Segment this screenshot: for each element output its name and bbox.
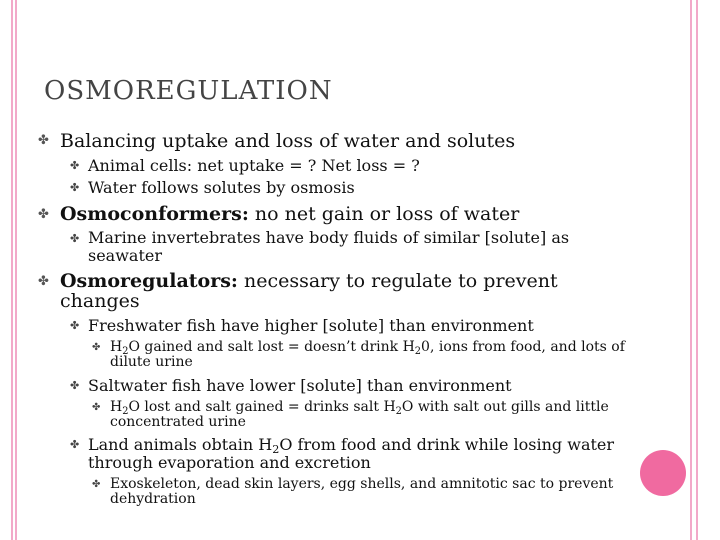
bullet-icon: ✤: [38, 207, 49, 222]
slide-title: OSMOREGULATION: [44, 76, 333, 106]
bullet-icon: ✤: [70, 232, 80, 245]
bullet-icon: ✤: [92, 342, 101, 353]
bullet-text: $H_2O$ lost and salt gained = drinks salt $H_2O$ with salt out gills and little concentrated urine: [110, 399, 609, 430]
bullet-text: [60, 271, 600, 311]
bullet-text: Marine invertebrates have body fluids of similar [solute] as seawater: [88, 228, 570, 265]
bullet-icon: ✤: [38, 133, 49, 148]
term: Osmoconformers:: [60, 203, 249, 225]
left-border-decoration: [11, 0, 17, 540]
bullet-text: Animal cells: net uptake = ? Net loss = ?: [88, 156, 420, 175]
bullet-text: Freshwater fish have higher [solute] than environment: [88, 316, 534, 335]
bullet-icon: ✤: [70, 181, 80, 194]
bullet-icon: ✤: [70, 379, 80, 392]
bullet-text: $H_2O$ gained and salt lost = doesn’t drink $H_20$, ions from food, and lots of dilute urine: [110, 339, 625, 370]
bullet-icon: ✤: [92, 479, 101, 490]
term: Osmoregulators:: [60, 270, 238, 292]
bullet-text: [60, 204, 660, 224]
bullet-icon: ✤: [70, 159, 80, 172]
bullet-text: Land animals obtain $H_2O$ from food and drink while losing water through evaporation and excretion: [88, 435, 615, 472]
bullet-text-rest: no net gain or loss of water: [248, 203, 520, 225]
bullet-text: Balancing uptake and loss of water and solutes: [60, 130, 516, 152]
right-border-decoration: [690, 0, 698, 540]
bullet-text: Water follows solutes by osmosis: [88, 178, 355, 197]
bullet-icon: ✤: [70, 438, 80, 451]
bullet-text: Exoskeleton, dead skin layers, egg shells, and amnitotic sac to prevent dehydration: [110, 476, 614, 507]
bullet-text: Saltwater fish have lower [solute] than environment: [88, 376, 512, 395]
bullet-icon: ✤: [92, 402, 101, 413]
decorative-circle: [640, 450, 686, 496]
bullet-icon: ✤: [38, 274, 49, 289]
bullet-icon: ✤: [70, 319, 80, 332]
bullet-text-rest: necessary to regulate to prevent changes: [60, 270, 558, 312]
